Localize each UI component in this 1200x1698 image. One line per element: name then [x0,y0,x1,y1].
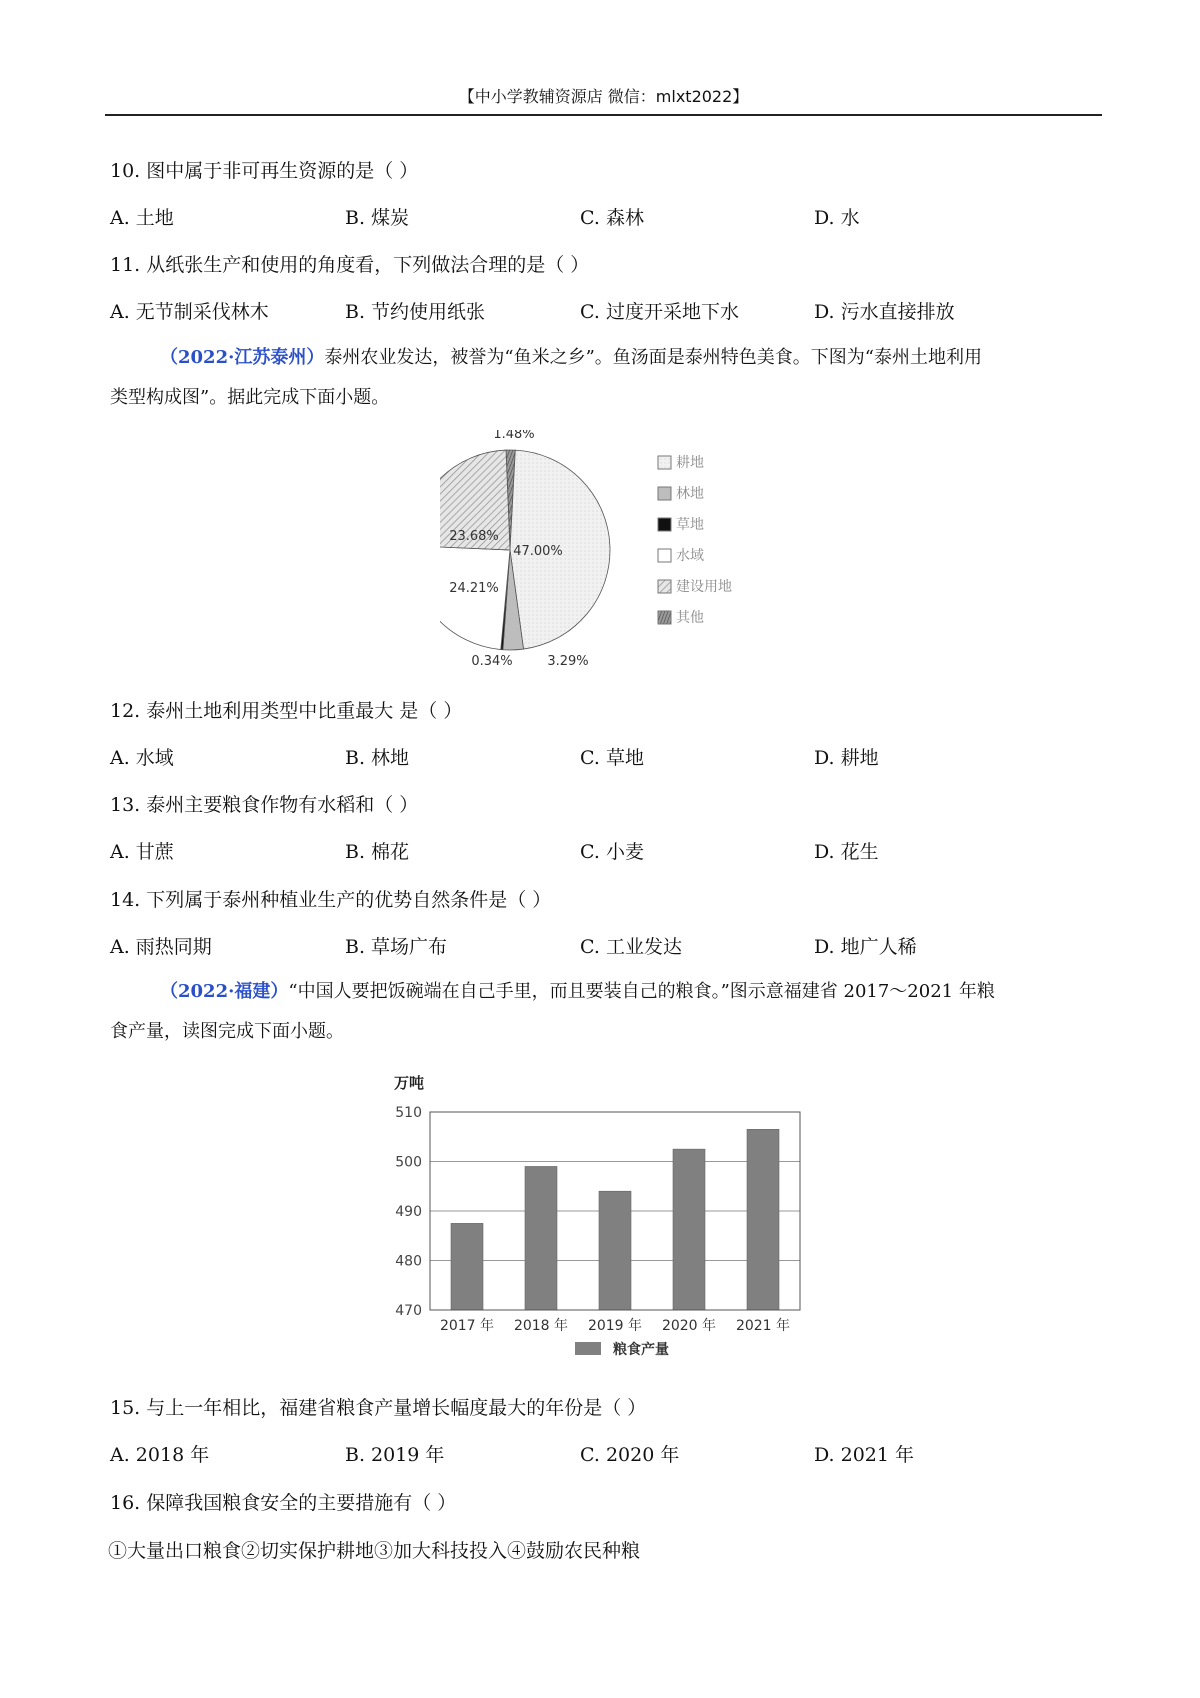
bar [525,1166,557,1310]
q12-option-b: B. 林地 [345,747,410,769]
q15-option-d: D. 2021 年 [814,1444,915,1466]
pie-legend-label: 水域 [676,548,704,564]
bar [673,1149,705,1310]
q10-option-b: B. 煤炭 [345,207,410,229]
q13-option-a: A. 甘蔗 [110,841,174,863]
q11-option-c: C. 过度开采地下水 [580,301,739,323]
pie-slice-label: 3.29% [547,654,589,669]
pie-legend-swatch [658,580,671,593]
pie-legend-swatch [658,518,671,531]
q15-option-c: C. 2020 年 [580,1444,680,1466]
bar-y-tick-label: 480 [395,1253,422,1270]
question-13-stem: 13. 泰州主要粮食作物有水稻和（ ） [110,794,419,816]
pie-legend-label: 建设用地 [676,579,732,595]
bar-y-tick-label: 500 [395,1154,422,1171]
question-12-stem: 12. 泰州土地利用类型中比重最大 是（ ） [110,700,463,722]
bar [747,1129,779,1310]
bar-y-axis-label: 万吨 [394,1074,425,1092]
pie-legend-swatch [658,611,671,624]
q13-option-d: D. 花生 [814,841,879,863]
q10-option-a: A. 土地 [110,207,174,229]
bar-legend-label: 粮食产量 [613,1342,669,1358]
q14-option-d: D. 地广人稀 [814,936,917,958]
intro-fujian-line1: “中国人要把饭碗端在自己手里，而且要装自己的粮食。”图示意福建省 2017～2021 年粮 [288,981,995,1002]
q14-option-b: B. 草场广布 [345,936,448,958]
pie-slice [440,546,510,650]
q14-option-a: A. 雨热同期 [110,936,212,958]
bar-x-tick-label: 2021 年 [735,1318,791,1334]
q12-option-c: C. 草地 [580,747,644,769]
intro-taizhou-tag: （2022·江苏泰州） [160,347,325,368]
bar [599,1191,631,1310]
bar-y-tick-label: 490 [395,1204,422,1220]
pie-legend-label: 其他 [676,610,704,626]
q12-option-a: A. 水域 [110,747,174,769]
q15-option-a: A. 2018 年 [110,1444,210,1466]
question-11-stem: 11. 从纸张生产和使用的角度看，下列做法合理的是（ ） [110,254,590,276]
pie-slice-label: 47.00% [513,544,563,559]
page-header [105,84,1102,116]
pie-legend-label: 耕地 [676,455,704,471]
intro-fujian-tag: （2022·福建） [160,981,289,1002]
intro-fujian-line2: 食产量，读图完成下面小题。 [110,1021,344,1042]
bar-x-tick-label: 2020 年 [661,1318,717,1334]
question-15-stem: 15. 与上一年相比，福建省粮食产量增长幅度最大的年份是（ ） [110,1397,647,1419]
pie-legend-swatch [658,456,671,469]
q10-option-c: C. 森林 [580,207,644,229]
pie-slice-label: 0.34% [471,654,513,669]
pie-legend-label: 草地 [676,517,704,533]
grain-output-bar-chart [380,1060,820,1380]
question-10-stem: 10. 图中属于非可再生资源的是（ ） [110,160,419,182]
bar-x-tick-label: 2018 年 [513,1318,569,1334]
pie-slice-label: 1.48% [493,430,535,442]
bar-x-tick-label: 2019 年 [587,1318,643,1334]
pie-slice-label: 23.68% [449,529,499,544]
bar-marks [451,1129,779,1310]
land-use-pie-chart [440,430,780,670]
pie-legend [658,454,732,626]
intro-taizhou-line2: 类型构成图”。据此完成下面小题。 [110,387,390,408]
bar-y-tick-label: 470 [395,1303,422,1319]
q11-option-b: B. 节约使用纸张 [345,301,486,323]
header-text: 【中小学教辅资源店 微信：mlxt2022】 [458,87,749,106]
pie-legend-label: 林地 [676,486,704,502]
bar [451,1223,483,1310]
question-16-stem: 16. 保障我国粮食安全的主要措施有（ ） [110,1492,457,1514]
q15-option-b: B. 2019 年 [345,1444,445,1466]
q13-option-b: B. 棉花 [345,841,410,863]
pie-legend-swatch [658,549,671,562]
question-14-stem: 14. 下列属于泰州种植业生产的优势自然条件是（ ） [110,889,552,911]
intro-taizhou [110,338,1100,418]
q11-option-a: A. 无节制采伐林木 [110,301,269,323]
q11-option-d: D. 污水直接排放 [814,301,955,323]
q12-option-d: D. 耕地 [814,747,879,769]
pie-slice-label: 24.21% [449,581,499,596]
q10-option-d: D. 水 [814,207,860,229]
q13-option-c: C. 小麦 [580,841,644,863]
intro-fujian [110,972,1100,1052]
intro-taizhou-line1: 泰州农业发达，被誉为“鱼米之乡”。鱼汤面是泰州特色美食。下图为“泰州土地利用 [324,347,982,368]
bar-y-tick-label: 510 [395,1105,422,1121]
question-16-items: ①大量出口粮食②切实保护耕地③加大科技投入④鼓励农民种粮 [108,1540,641,1562]
bar-x-tick-label: 2017 年 [439,1318,495,1334]
q14-option-c: C. 工业发达 [580,936,682,958]
bar-axis [394,1074,800,1358]
bar-legend-swatch [575,1342,601,1355]
pie-legend-swatch [658,487,671,500]
